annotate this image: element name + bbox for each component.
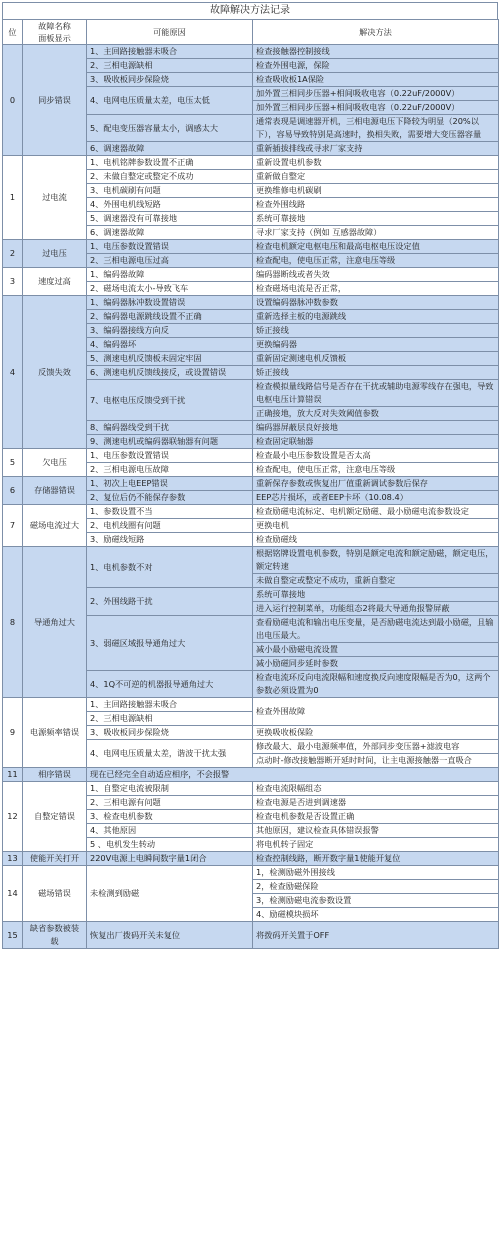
fault-solution: 重新设置电机参数 xyxy=(253,156,499,170)
table-body xyxy=(3,45,499,949)
table-row xyxy=(3,296,499,310)
fault-name: 存储器错误 xyxy=(23,477,87,505)
fault-solution: 点动时-修改接触器断开延时时间，让主电源接触器一直吸合 xyxy=(253,754,499,768)
fault-index: 8 xyxy=(3,547,23,698)
fault-cause: 1、电压参数设置错误 xyxy=(87,240,253,254)
fault-cause: 1、自整定电流被限制 xyxy=(87,782,253,796)
fault-cause: 现在已经完全自动适应相序，不会报警 xyxy=(87,768,499,782)
fault-index: 0 xyxy=(3,45,23,156)
fault-solution: 将拨码开关置于OFF xyxy=(253,922,499,949)
fault-solution: 检查吸收板1A保险 xyxy=(253,73,499,87)
fault-cause: 8、编码器线受到干扰 xyxy=(87,421,253,435)
fault-index: 5 xyxy=(3,449,23,477)
fault-cause: 1、初次上电EEP错误 xyxy=(87,477,253,491)
table-row xyxy=(3,449,499,463)
fault-solution: 更换维修电机碳刷 xyxy=(253,184,499,198)
table-row xyxy=(3,240,499,254)
fault-cause: 4、其他原因 xyxy=(87,824,253,838)
fault-solution: 进入运行控制菜单，功能组态2将最大导通角报警屏蔽 xyxy=(253,602,499,616)
fault-solution: 查看励磁电流和输出电压变量，是否励磁电流达到最小励磁，且输出电压最大。 xyxy=(253,616,499,643)
fault-name: 使能开关打开 xyxy=(23,852,87,866)
fault-solution: 检查外围电源，保险 xyxy=(253,59,499,73)
fault-index: 14 xyxy=(3,866,23,922)
header-index: 位 xyxy=(3,20,23,45)
fault-index: 13 xyxy=(3,852,23,866)
fault-solution: 检查控制线路，断开数字量1使能开复位 xyxy=(253,852,499,866)
fault-solution: 1，检测励磁外围接线 xyxy=(253,866,499,880)
fault-cause: 6、调速器故障 xyxy=(87,226,253,240)
table-row xyxy=(3,922,499,949)
fault-index: 7 xyxy=(3,505,23,547)
fault-cause: 1、电机铭牌参数设置不正确 xyxy=(87,156,253,170)
fault-name: 导通角过大 xyxy=(23,547,87,698)
header-fault-name: 故障名称 面板显示 xyxy=(23,20,87,45)
fault-solution: 检查电机参数是否设置正确 xyxy=(253,810,499,824)
fault-solution: 检查励磁线 xyxy=(253,533,499,547)
fault-name: 缺省参数被装载 xyxy=(23,922,87,949)
fault-solution: 检查配电，使电压正常，注意电压等级 xyxy=(253,463,499,477)
table-row xyxy=(3,505,499,519)
fault-solution: 3，检测励磁电流参数设置 xyxy=(253,894,499,908)
fault-cause: 恢复出厂拨码开关未复位 xyxy=(87,922,253,949)
fault-cause: 6、调速器故障 xyxy=(87,142,253,156)
fault-solution: 更换电机 xyxy=(253,519,499,533)
fault-name: 欠电压 xyxy=(23,449,87,477)
fault-solution: 检查接触器控制接线 xyxy=(253,45,499,59)
table-row xyxy=(3,477,499,491)
fault-cause: 未检测到励磁 xyxy=(87,866,253,922)
fault-solution: 检查电机额定电枢电压和最高电枢电压设定值 xyxy=(253,240,499,254)
fault-index: 6 xyxy=(3,477,23,505)
table-header-row xyxy=(3,20,499,45)
fault-solution: 重新做自整定 xyxy=(253,170,499,184)
fault-solution: 检查磁场电流是否正常， xyxy=(253,282,499,296)
document-title: 故障解决方法记录 xyxy=(2,2,498,19)
fault-cause: 2、三相电源电压过高 xyxy=(87,254,253,268)
fault-solution: 检查励磁电流标定、电机额定励磁、最小励磁电流参数设定 xyxy=(253,505,499,519)
fault-solution: 未做自整定或整定不成功，重新自整定 xyxy=(253,574,499,588)
fault-cause: 5、测速电机反馈板未固定牢固 xyxy=(87,352,253,366)
fault-solution: 寻求厂家支持（例如 互感器故障） xyxy=(253,226,499,240)
table-row xyxy=(3,768,499,782)
fault-solution: 系统可靠接地 xyxy=(253,588,499,602)
fault-solution: 2，检查励磁保险 xyxy=(253,880,499,894)
fault-solution: 检查模拟量线路信号是否存在干扰或辅助电源零线存在强电，导致电枢电压计算错误 xyxy=(253,380,499,407)
fault-solution: 其他原因，建议检查具体错误报警 xyxy=(253,824,499,838)
fault-cause: 3、检查电机参数 xyxy=(87,810,253,824)
fault-record-document xyxy=(2,2,498,949)
fault-cause: 7、电枢电压反馈受到干扰 xyxy=(87,380,253,421)
fault-solution: 重新保存参数或恢复出厂值重新调试参数后保存 xyxy=(253,477,499,491)
fault-name: 磁场错误 xyxy=(23,866,87,922)
fault-cause: 2、三相电源缺相 xyxy=(87,712,253,726)
fault-cause: 3、吸收板同步保险烧 xyxy=(87,726,253,740)
fault-cause: 1、主回路接触器未吸合 xyxy=(87,698,253,712)
fault-cause: 4、外围电机线短路 xyxy=(87,198,253,212)
fault-solution: 检查配电，使电压正常，注意电压等级 xyxy=(253,254,499,268)
fault-cause: 1、电机参数不对 xyxy=(87,547,253,588)
header-cause: 可能原因 xyxy=(87,20,253,45)
fault-name: 电源频率错误 xyxy=(23,698,87,768)
fault-name: 同步错误 xyxy=(23,45,87,156)
fault-solution: 编码器屏蔽层良好接地 xyxy=(253,421,499,435)
fault-cause: 4、1Q不可逆的机器报导通角过大 xyxy=(87,671,253,698)
fault-name: 相序错误 xyxy=(23,768,87,782)
fault-solution: 将电机转子固定 xyxy=(253,838,499,852)
fault-cause: 2、三相电源电压故障 xyxy=(87,463,253,477)
fault-cause: 4、电网电压质量太差，电压太低 xyxy=(87,87,253,115)
fault-solution: 正确接地，放大反对失效阈值参数 xyxy=(253,407,499,421)
fault-cause: 3、电机碳刷有问题 xyxy=(87,184,253,198)
fault-cause: 2、外围线路干扰 xyxy=(87,588,253,616)
table-row xyxy=(3,866,499,880)
fault-cause: 3、弱磁区域报导通角过大 xyxy=(87,616,253,671)
table-row xyxy=(3,156,499,170)
fault-cause: 5、配电变压器容量太小，调感太大 xyxy=(87,115,253,142)
fault-cause: 1、电压参数设置错误 xyxy=(87,449,253,463)
fault-cause: 2、编码器电源跳线设置不正确 xyxy=(87,310,253,324)
fault-solution: 系统可靠接地 xyxy=(253,212,499,226)
fault-index: 3 xyxy=(3,268,23,296)
fault-index: 1 xyxy=(3,156,23,240)
fault-name: 磁场电流过大 xyxy=(23,505,87,547)
fault-cause: 6、测速电机反馈线接反，或设置错误 xyxy=(87,366,253,380)
fault-solution: 重新插拔排线或寻求厂家支持 xyxy=(253,142,499,156)
fault-cause: 5、调速器没有可靠接地 xyxy=(87,212,253,226)
fault-cause: 2、电机线圈有问题 xyxy=(87,519,253,533)
fault-solution: 加外置三相同步压器+相间吸收电容（0.22uF/2000V） xyxy=(253,87,499,101)
fault-cause: 2、复位后仍不能保存参数 xyxy=(87,491,253,505)
fault-solution: 根据铭牌设置电机参数，特别是额定电流和额定励磁，额定电压，额定转速 xyxy=(253,547,499,574)
fault-cause: 1、编码器脉冲数设置错误 xyxy=(87,296,253,310)
fault-cause: 9、测速电机或编码器联轴器有问题 xyxy=(87,435,253,449)
fault-index: 11 xyxy=(3,768,23,782)
table-row xyxy=(3,852,499,866)
fault-index: 12 xyxy=(3,782,23,852)
fault-solution: 检查外围故障 xyxy=(253,698,499,726)
fault-solution: 减小励磁同步延时参数 xyxy=(253,657,499,671)
fault-solution: 重新选择主板的电源跳线 xyxy=(253,310,499,324)
fault-solution: 编码器断线或者失效 xyxy=(253,268,499,282)
fault-solution: 检查外围线路 xyxy=(253,198,499,212)
fault-solution: 减小最小励磁电流设置 xyxy=(253,643,499,657)
fault-name: 反馈失效 xyxy=(23,296,87,449)
fault-table xyxy=(2,19,499,949)
fault-solution: 更换编码器 xyxy=(253,338,499,352)
fault-cause: 1、主回路接触器未吸合 xyxy=(87,45,253,59)
fault-cause: 1、参数设置不当 xyxy=(87,505,253,519)
fault-solution: 4、励磁模块损坏 xyxy=(253,908,499,922)
fault-cause: 2、未做自整定或整定不成功 xyxy=(87,170,253,184)
fault-index: 2 xyxy=(3,240,23,268)
fault-solution: 检查电流环反向电流限幅和速度换反向速度限幅是否为0，这两个参数必须设置为0 xyxy=(253,671,499,698)
fault-cause: 3、编码器接线方向反 xyxy=(87,324,253,338)
table-row xyxy=(3,698,499,712)
fault-solution: 检查电源是否进到调速器 xyxy=(253,796,499,810)
fault-solution: 更换吸收板保险 xyxy=(253,726,499,740)
fault-name: 过电流 xyxy=(23,156,87,240)
fault-index: 4 xyxy=(3,296,23,449)
fault-solution: 检查最小电压参数设置是否太高 xyxy=(253,449,499,463)
fault-cause: 4、电网电压质量太差，谐波干扰太强 xyxy=(87,740,253,768)
fault-cause: 3、励磁线短路 xyxy=(87,533,253,547)
fault-index: 15 xyxy=(3,922,23,949)
fault-cause: 2、三相电源有问题 xyxy=(87,796,253,810)
fault-solution: 检查固定联轴器 xyxy=(253,435,499,449)
fault-index: 9 xyxy=(3,698,23,768)
fault-solution: 矫正接线 xyxy=(253,366,499,380)
fault-cause: 1、编码器故障 xyxy=(87,268,253,282)
fault-solution: 修改最大、最小电源频率值，外部同步变压器+滤波电容 xyxy=(253,740,499,754)
table-row xyxy=(3,45,499,59)
fault-name: 速度过高 xyxy=(23,268,87,296)
table-row xyxy=(3,268,499,282)
fault-cause: 5 、电机发生转动 xyxy=(87,838,253,852)
fault-cause: 2、三相电源缺相 xyxy=(87,59,253,73)
fault-solution: 设置编码器脉冲数参数 xyxy=(253,296,499,310)
fault-solution: EEP芯片损坏，或者EEP卡坏（10.08.4） xyxy=(253,491,499,505)
fault-cause: 2、磁场电流太小-导致飞车 xyxy=(87,282,253,296)
fault-cause: 4、编码器坏 xyxy=(87,338,253,352)
header-solution: 解决方法 xyxy=(253,20,499,45)
table-row xyxy=(3,782,499,796)
fault-cause: 3、吸收板同步保险烧 xyxy=(87,73,253,87)
fault-name: 过电压 xyxy=(23,240,87,268)
fault-name: 自整定错误 xyxy=(23,782,87,852)
fault-solution: 重新固定测速电机反馈板 xyxy=(253,352,499,366)
fault-cause: 220V电源上电瞬间数字量1闭合 xyxy=(87,852,253,866)
fault-solution: 加外置三相同步压器+相间吸收电容（0.22uF/2000V） xyxy=(253,101,499,115)
fault-solution: 矫正接线 xyxy=(253,324,499,338)
fault-solution: 通常表现是调速器开机，三相电源电压下降较为明显（20%以下），容易导致特别是高速时，换相失败，需要增大变压器容量 xyxy=(253,115,499,142)
table-row xyxy=(3,547,499,574)
fault-solution: 检查电流限幅组态 xyxy=(253,782,499,796)
